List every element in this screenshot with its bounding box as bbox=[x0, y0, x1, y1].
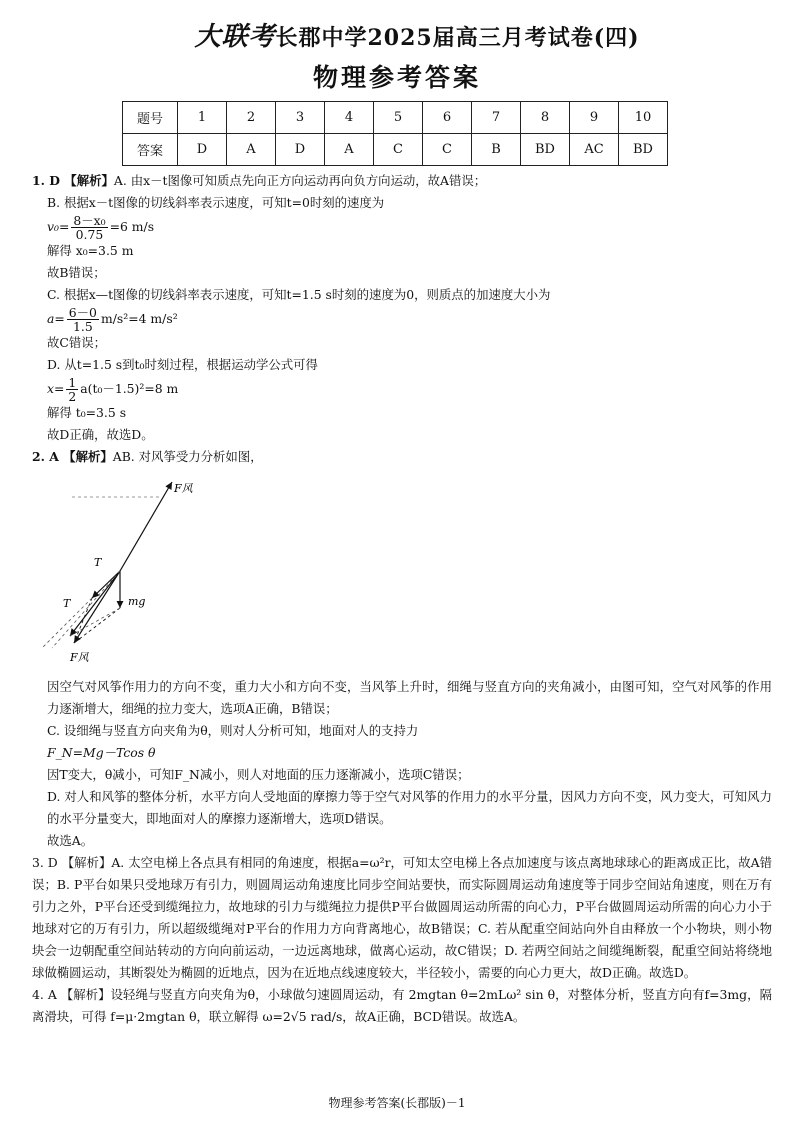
dashed-line bbox=[74, 608, 120, 643]
answer-cell: D bbox=[276, 134, 325, 166]
question-number: 1 bbox=[178, 102, 227, 134]
eq2-numerator: 6－0 bbox=[68, 305, 97, 320]
answer-cell: A bbox=[227, 134, 276, 166]
eq2-fraction bbox=[67, 306, 99, 333]
wind-reverse-arrow bbox=[74, 571, 120, 643]
label-t-top: T bbox=[94, 556, 102, 569]
q1-line-5: C. 根据x—t图像的切线斜率表示速度，可知t=1.5 s时刻的速度为0，则质点的加速度大小为 bbox=[47, 287, 551, 302]
q1-line-3: 解得 x₀=3.5 m bbox=[47, 243, 134, 258]
eq1-denominator: 0.75 bbox=[75, 227, 104, 242]
label-t-left: T bbox=[63, 597, 71, 610]
question-number: 2 bbox=[227, 102, 276, 134]
force-diagram bbox=[32, 468, 772, 676]
eq1-lhs: v₀= bbox=[47, 219, 70, 234]
answer-table bbox=[122, 101, 668, 166]
eq3-fraction bbox=[66, 376, 78, 403]
row-label-answer: 答案 bbox=[123, 134, 178, 166]
solutions-body bbox=[32, 170, 772, 1028]
header bbox=[0, 16, 794, 53]
q3-text: 3. D 【解析】A. 太空电梯上各点具有相同的角速度，根据a=ω²r，可知太空电梯上各点加速度与该点离地球球心的距离成正比，故A错误；B. P平台如果只受地球万有引力，则圆周运动角速度比同步空间站要快，而实际圆周运动角速度等于同步空间站角速度，则在万有引力之外，P平台还受到缆绳拉力，故地球的引力与缆绳拉力提供P平台做圆周运动所需的向心力，P平台做圆周运动所需的向心力小于地球对它的万有引力，所以超级缆绳对P平台的作用力方向背离地心，故B错误；C. 若从配重空间站向外自由释放一个小物块，则小物块会一边朝配重空间站转动的方向向前运动，一边远离地球，做离心运动，故C错误；D. 若两空间站之间缆绳断裂，配重空间站将绕地球做椭圆运动，其断裂处为椭圆的近地点，因为在近地点线速度较大，半径较小，需要的向心力更大，故D正确。故选D。 bbox=[32, 855, 772, 980]
page-footer: 物理参考答案(长郡版)－1 bbox=[328, 1096, 466, 1110]
eq3-denominator: 2 bbox=[68, 389, 77, 404]
question-number: 3 bbox=[276, 102, 325, 134]
tension-arrow-2 bbox=[70, 571, 120, 636]
answer-cell: C bbox=[423, 134, 472, 166]
title-line bbox=[194, 22, 640, 52]
answer-cell: B bbox=[472, 134, 521, 166]
q2-para-1: 因空气对风筝作用力的方向不变，重力大小和方向不变，当风筝上升时，细绳与竖直方向的夹角减小，由图可知，空气对风筝的作用力逐渐增大，细绳的拉力变大，选项A正确，B错误； bbox=[47, 679, 772, 716]
table-row-numbers bbox=[123, 102, 668, 134]
eq1-rhs: =6 m/s bbox=[109, 219, 155, 234]
brand-logo: 大联考 bbox=[194, 22, 276, 52]
label-f-wind: F风 bbox=[174, 482, 193, 495]
q1-line-9: 故D正确，故选D。 bbox=[47, 427, 154, 442]
q4-text: 4. A 【解析】设轻绳与竖直方向夹角为θ，小球做匀速圆周运动，有 2mgtan θ=2mLω² sin θ，对整体分析，竖直方向有f=3mg，隔离滑块，可得 f=μ·2mgtan θ，联立解得 ω=2√5 rad/s，故A正确，BCD错误。故选A。 bbox=[32, 987, 772, 1024]
eq2-lhs: a= bbox=[47, 311, 65, 326]
question-number: 7 bbox=[472, 102, 521, 134]
exam-title: 长郡中学2025届高三月考试卷(四) bbox=[275, 25, 640, 51]
answer-cell: AC bbox=[570, 134, 619, 166]
label-f-bottom: F风 bbox=[70, 651, 89, 664]
q2-line-1 bbox=[32, 446, 772, 468]
eq3-lhs: x= bbox=[47, 381, 65, 396]
question-number: 6 bbox=[423, 102, 472, 134]
q1-eq-2 bbox=[32, 306, 772, 332]
q1-eq-3 bbox=[32, 376, 772, 402]
q2-line-2: C. 设细绳与竖直方向夹角为θ，则对人分析可知，地面对人的支持力 bbox=[47, 723, 419, 738]
eq1-fraction bbox=[71, 214, 107, 241]
dashed-line bbox=[74, 598, 92, 643]
question-number: 4 bbox=[325, 102, 374, 134]
question-number: 9 bbox=[570, 102, 619, 134]
question-number: 10 bbox=[619, 102, 668, 134]
q1-line-7: D. 从t=1.5 s到t₀时刻过程，根据运动学公式可得 bbox=[47, 357, 318, 372]
eq2-denominator: 1.5 bbox=[73, 319, 93, 334]
eq2-rhs: m/s²=4 m/s² bbox=[100, 311, 178, 326]
answer-cell: D bbox=[178, 134, 227, 166]
q1-line-8: 解得 t₀=3.5 s bbox=[47, 405, 127, 420]
question-number: 5 bbox=[374, 102, 423, 134]
eq3-rhs: a(t₀－1.5)²=8 m bbox=[80, 381, 179, 396]
q1-eq-1 bbox=[32, 214, 772, 240]
q1-text-a: A. 由x－t图像可知质点先向正方向运动再向负方向运动，故A错误； bbox=[113, 173, 487, 188]
q2-text-a: AB. 对风筝受力分析如图， bbox=[112, 449, 263, 464]
q2-line-3: F_N=Mg－Tcos θ bbox=[47, 745, 156, 760]
table-row-answers bbox=[123, 134, 668, 166]
row-label-number: 题号 bbox=[123, 102, 178, 134]
force-diagram-svg bbox=[32, 468, 232, 676]
q1-line-4: 故B错误； bbox=[47, 265, 106, 280]
answer-cell: BD bbox=[521, 134, 570, 166]
q1-line-2: B. 根据x－t图像的切线斜率表示速度，可知t=0时刻的速度为 bbox=[47, 195, 385, 210]
label-mg: mg bbox=[128, 595, 146, 608]
eq3-numerator: 1 bbox=[68, 375, 77, 390]
q2-head: 2. A 【解析】 bbox=[32, 449, 113, 464]
answer-cell: BD bbox=[619, 134, 668, 166]
q1-line-1 bbox=[32, 170, 772, 192]
q2-para-2: D. 对人和风筝的整体分析，水平方向人受地面的摩擦力等于空气对风筝的作用力的水平分量，因风力方向不变，风力变大，可知风力的水平分量变大，即地面对人的摩擦力逐渐增大，选项D错误。 bbox=[47, 789, 772, 826]
q1-line-6: 故C错误； bbox=[47, 335, 107, 350]
eq1-numerator: 8－x₀ bbox=[73, 213, 106, 228]
q1-head: 1. D 【解析】 bbox=[32, 173, 114, 188]
page-subtitle: 物理参考答案 bbox=[312, 63, 481, 92]
answer-cell: C bbox=[374, 134, 423, 166]
question-number: 8 bbox=[521, 102, 570, 134]
answer-cell: A bbox=[325, 134, 374, 166]
wind-force-arrow bbox=[120, 482, 172, 571]
q2-line-4: 因T变大，θ减小，可知F_N减小，则人对地面的压力逐渐减小，选项C错误； bbox=[47, 767, 470, 782]
q2-line-5: 故选A。 bbox=[47, 833, 94, 848]
